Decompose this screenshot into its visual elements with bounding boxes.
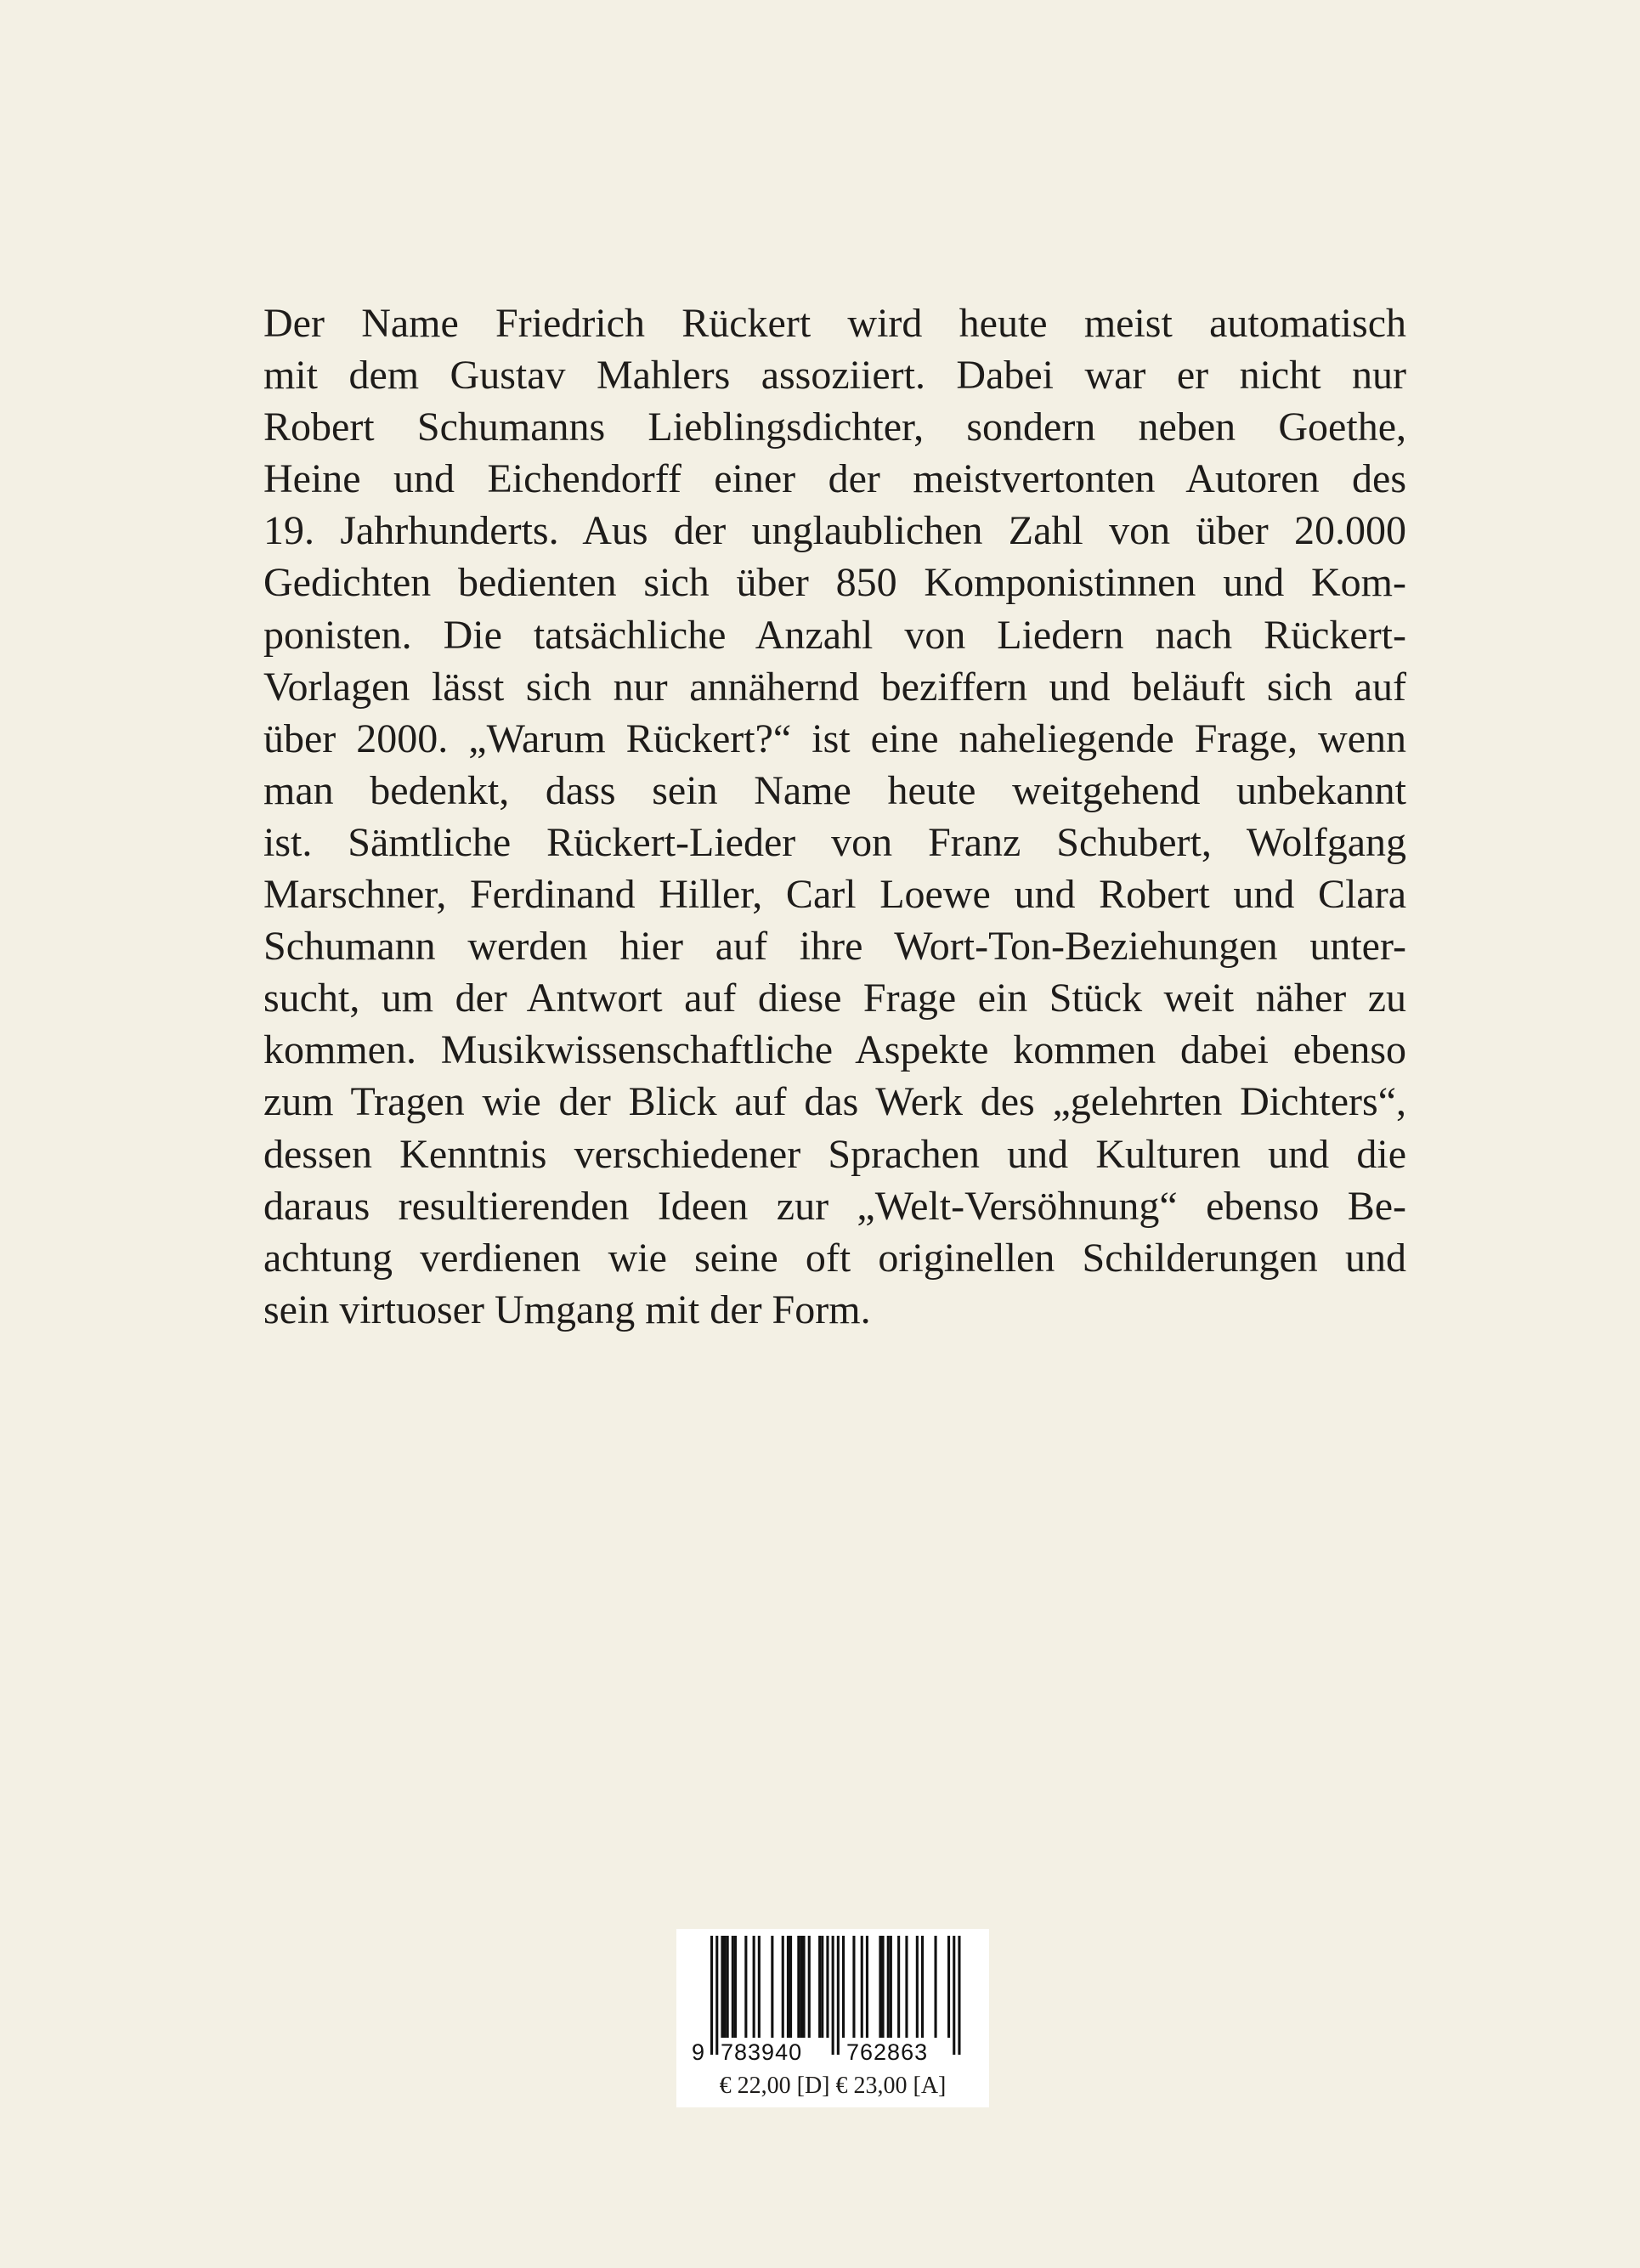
barcode-bar <box>861 1936 863 2038</box>
barcode-bar <box>879 1936 881 2038</box>
barcode-bar <box>826 1936 828 2038</box>
barcode-bar <box>832 1936 834 2055</box>
blurb-line: Schumann werden hier auf ihre Wort-Ton-Beziehungen unter- <box>263 924 1406 970</box>
back-cover-blurb <box>263 297 1406 1336</box>
blurb-line: Gedichten bedienten sich über 850 Komponistinnen und Kom- <box>263 560 1406 606</box>
barcode-digits-left: 783940 <box>721 2039 803 2065</box>
barcode-bar <box>771 1936 773 2038</box>
barcode-bar <box>797 1936 800 2038</box>
isbn-barcode-label <box>676 1929 989 2107</box>
barcode-bar <box>753 1936 755 2038</box>
barcode-bar <box>958 1936 960 2055</box>
blurb-line: achtung verdienen wie seine oft originellen Schilderungen und <box>263 1235 1406 1281</box>
barcode-bar <box>715 1936 718 2055</box>
barcode-bar <box>905 1936 908 2038</box>
barcode-bar <box>916 1936 919 2038</box>
barcode-bar <box>732 1936 734 2038</box>
blurb-line: mit dem Gustav Mahlers assoziiert. Dabei war er nicht nur <box>263 353 1406 399</box>
price-label: € 22,00 [D] € 23,00 [A] <box>719 2073 947 2099</box>
blurb-line: zum Tragen wie der Blick auf das Werk des „gelehrten Dichters“, <box>263 1079 1406 1125</box>
barcode-bar <box>710 1936 713 2055</box>
barcode-bar <box>953 1936 955 2055</box>
barcode-bar <box>758 1936 761 2038</box>
barcode-bar <box>882 1936 885 2038</box>
barcode-bar <box>818 1936 821 2038</box>
blurb-line: daraus resultierenden Ideen zur „Welt-Versöhnung“ ebenso Be- <box>263 1183 1406 1229</box>
barcode-bar <box>897 1936 900 2038</box>
barcode-bar <box>921 1936 924 2038</box>
barcode-bar <box>866 1936 868 2038</box>
barcode-bar <box>782 1936 784 2038</box>
barcode-bar <box>887 1936 890 2038</box>
barcode-bar <box>734 1936 737 2038</box>
barcode-digits-right: 762863 <box>846 2039 929 2065</box>
blurb-line: Vorlagen lässt sich nur annähernd beziffern und beläuft sich auf <box>263 664 1406 710</box>
barcode-bar <box>744 1936 747 2038</box>
blurb-line: ist. Sämtliche Rückert-Lieder von Franz Schubert, Wolfgang <box>263 819 1406 865</box>
barcode-bar <box>800 1936 802 2038</box>
barcode-bar <box>787 1936 789 2038</box>
blurb-line: 19. Jahrhunderts. Aus der unglaublichen Zahl von über 20.000 <box>263 508 1406 554</box>
barcode-bar <box>842 1936 845 2038</box>
barcode-bar <box>803 1936 806 2038</box>
blurb-line: man bedenkt, dass sein Name heute weitgehend unbekannt <box>263 767 1406 813</box>
blurb-line: dessen Kenntnis verschiedener Sprachen und Kulturen und die <box>263 1131 1406 1177</box>
blurb-line: Robert Schumanns Lieblingsdichter, sondern neben Goethe, <box>263 404 1406 450</box>
barcode-bar <box>852 1936 855 2038</box>
barcode-bar <box>789 1936 792 2038</box>
barcode-bar <box>724 1936 727 2038</box>
blurb-line: Marschner, Ferdinand Hiller, Carl Loewe und Robert und Clara <box>263 872 1406 918</box>
blurb-line: sein virtuoser Umgang mit der Form. <box>263 1287 871 1332</box>
blurb-line: Der Name Friedrich Rückert wird heute meist automatisch <box>263 301 1406 346</box>
barcode-bar <box>821 1936 823 2038</box>
barcode-bar <box>890 1936 892 2038</box>
barcode-bar <box>935 1936 937 2038</box>
barcode-bar <box>727 1936 729 2038</box>
barcode-bar <box>837 1936 840 2055</box>
barcode-bar <box>947 1936 950 2038</box>
barcode-bar <box>721 1936 723 2038</box>
blurb-line: über 2000. „Warum Rückert?“ ist eine naheliegende Frage, wenn <box>263 715 1406 761</box>
blurb-line: kommen. Musikwissenschaftliche Aspekte kommen dabei ebenso <box>263 1027 1406 1073</box>
blurb-line: sucht, um der Antwort auf diese Frage ein Stück weit näher zu <box>263 976 1406 1021</box>
barcode-digit-first: 9 <box>692 2039 706 2065</box>
blurb-line: Heine und Eichendorff einer der meistvertonten Autoren des <box>263 456 1406 502</box>
blurb-line: ponisten. Die tatsächliche Anzahl von Liedern nach Rückert- <box>263 612 1406 658</box>
barcode-bar <box>808 1936 811 2038</box>
